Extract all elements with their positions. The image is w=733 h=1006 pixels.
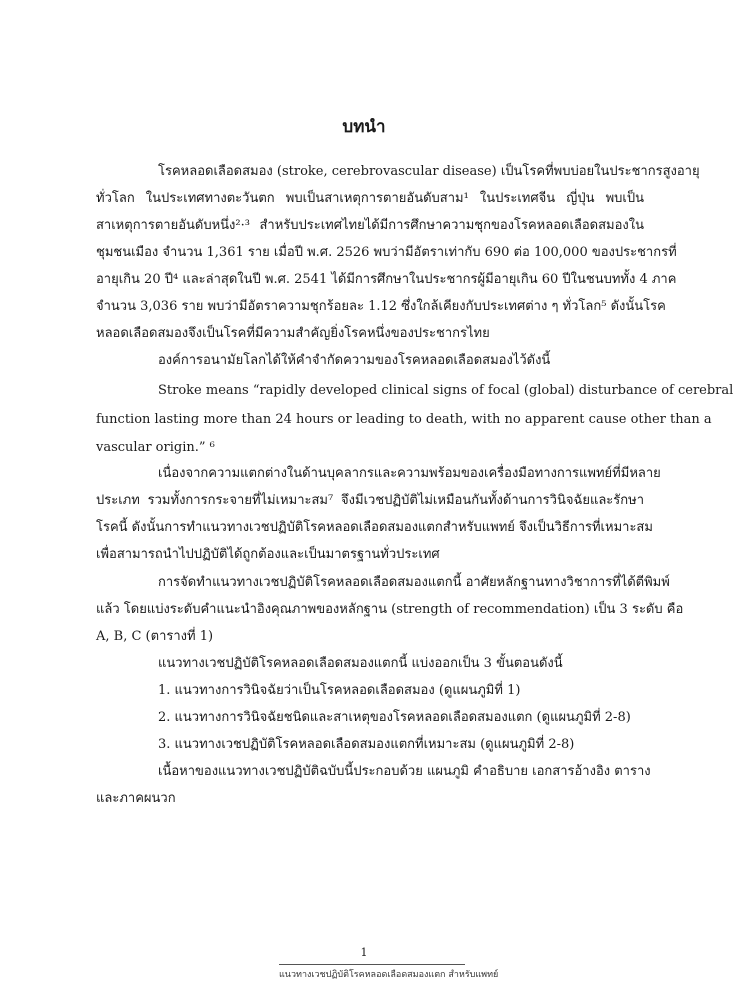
list-item: 1. แนวทางการวินิจฉัยว่าเป็นโรคหลอดเลือดสมอง (ดูแผนภูมิที่ 1)	[158, 683, 521, 698]
paragraph-line: ประเภท รวมทั้งการกระจายที่ไม่เหมาะสม⁷ จึงมีเวชปฏิบัติไม่เหมือนกันทั้งด้านการวินิจฉัยและรักษา	[96, 493, 644, 508]
quote-line: vascular origin.” ⁶	[96, 440, 215, 455]
page-title: บทนำ	[342, 117, 386, 137]
page-footer: แนวทางเวชปฏิบัติโรคหลอดเลือดสมองแตก สำหรับแพทย์	[279, 970, 499, 980]
footer-divider	[279, 964, 465, 965]
list-item: 3. แนวทางเวชปฏิบัติโรคหลอดเลือดสมองแตกที่เหมาะสม (ดูแผนภูมิที่ 2-8)	[158, 737, 575, 752]
paragraph-line: อายุเกิน 20 ปี⁴ และล่าสุดในปี พ.ศ. 2541 ได้มีการศึกษาในประชากรผู้มีอายุเกิน 60 ปีในชนบททั้ง 4 ภาค	[96, 272, 677, 287]
paragraph-line: สาเหตุการตายอันดับหนึ่ง²·³ สำหรับประเทศไทยได้มีการศึกษาความชุกของโรคหลอดเลือดสมองใน	[96, 218, 644, 233]
paragraph-line: แนวทางเวชปฏิบัติโรคหลอดเลือดสมองแตกนี้ แบ่งออกเป็น 3 ขั้นตอนดังนี้	[158, 656, 563, 671]
paragraph-line: หลอดเลือดสมองจึงเป็นโรคที่มีความสำคัญยิ่งโรคหนึ่งของประชากรไทย	[96, 326, 490, 341]
paragraph-line: เนื้อหาของแนวทางเวชปฏิบัติฉบับนี้ประกอบด้วย แผนภูมิ คำอธิบาย เอกสารอ้างอิง ตาราง	[158, 764, 651, 779]
page-number: 1	[360, 946, 368, 959]
paragraph-line: จำนวน 3,036 ราย พบว่ามีอัตราความชุกร้อยละ 1.12 ซึ่งใกล้เคียงกับประเทศต่าง ๆ ทั่วโลก⁵ ดังนั้นโรค	[96, 299, 666, 314]
quote-line: Stroke means “rapidly developed clinical signs of focal (global) disturbance of cerebral	[158, 383, 733, 398]
paragraph-line: เนื่องจากความแตกต่างในด้านบุคลากรและความพร้อมของเครื่องมือทางการแพทย์ที่มีหลาย	[158, 466, 661, 481]
list-item: 2. แนวทางการวินิจฉัยชนิดและสาเหตุของโรคหลอดเลือดสมองแตก (ดูแผนภูมิที่ 2-8)	[158, 710, 631, 725]
paragraph-line: แล้ว โดยแบ่งระดับคำแนะนำอิงคุณภาพของหลักฐาน (strength of recommendation) เป็น 3 ระดับ คือ	[96, 602, 684, 617]
paragraph-line: ชุมชนเมือง จำนวน 1,361 ราย เมื่อปี พ.ศ. 2526 พบว่ามีอัตราเท่ากับ 690 ต่อ 100,000 ของประชากรที่	[96, 245, 677, 260]
quote-line: function lasting more than 24 hours or leading to death, with no apparent cause other than a	[96, 412, 712, 427]
paragraph-line: การจัดทำแนวทางเวชปฏิบัติโรคหลอดเลือดสมองแตกนี้ อาศัยหลักฐานทางวิชาการที่ได้ตีพิมพ์	[158, 575, 670, 590]
paragraph-line: A, B, C (ตารางที่ 1)	[96, 629, 214, 644]
paragraph-line: และภาคผนวก	[96, 791, 176, 806]
paragraph-line: องค์การอนามัยโลกได้ให้คำจำกัดความของโรคหลอดเลือดสมองไว้ดังนี้	[158, 353, 551, 368]
paragraph-line: ทั่วโลก ในประเทศทางตะวันตก พบเป็นสาเหตุการตายอันดับสาม¹ ในประเทศจีน ญี่ปุ่น พบเป็น	[96, 191, 644, 206]
paragraph-line: โรคนี้ ดังนั้นการทำแนวทางเวชปฏิบัติโรคหลอดเลือดสมองแตกสำหรับแพทย์ จึงเป็นวิธีการที่เหมาะสม	[96, 520, 653, 535]
paragraph-line: เพื่อสามารถนำไปปฏิบัติได้ถูกต้องและเป็นมาตรฐานทั่วประเทศ	[96, 547, 440, 562]
paragraph-line: โรคหลอดเลือดสมอง (stroke, cerebrovascular disease) เป็นโรคที่พบบ่อยในประชากรสูงอายุ	[158, 164, 700, 179]
